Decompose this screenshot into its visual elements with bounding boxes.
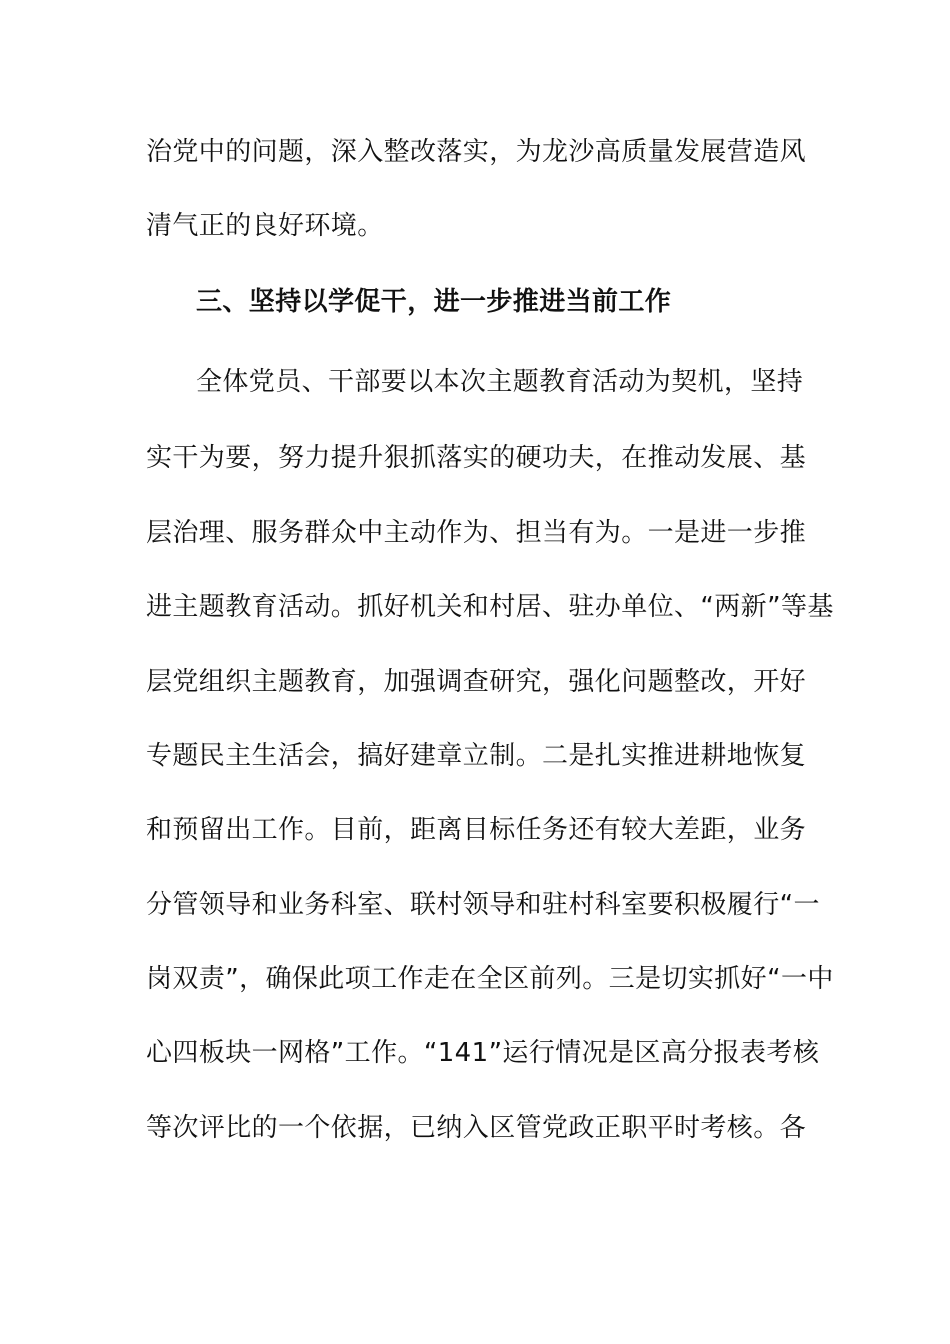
text-line: 专题民主生活会，搞好建章立制。二是扎实推进耕地恢复: [146, 741, 807, 771]
text-line: 清气正的良好环境。: [146, 211, 384, 241]
text-line: 分管领导和业务科室、联村领导和驻村科室要积极履行“一: [146, 890, 820, 920]
text-line: 层治理、服务群众中主动作为、担当有为。一是进一步推: [146, 518, 807, 548]
text-line: 岗双责”，确保此项工作走在全区前列。三是切实抓好“一中: [146, 964, 834, 994]
text-line: 等次评比的一个依据，已纳入区管党政正职平时考核。各: [146, 1113, 807, 1143]
text-line: 实干为要，努力提升狠抓落实的硬功夫，在推动发展、基: [146, 443, 807, 473]
text-line: 层党组织主题教育，加强调查研究，强化问题整改，开好: [146, 667, 807, 697]
text-line: 进主题教育活动。抓好机关和村居、驻办单位、“两新”等基: [146, 592, 834, 622]
text-line: 治党中的问题，深入整改落实，为龙沙高质量发展营造风: [146, 137, 807, 167]
text-line: 心四板块一网格”工作。“141”运行情况是区高分报表考核: [146, 1038, 820, 1068]
text-line: 和预留出工作。目前，距离目标任务还有较大差距，业务: [146, 815, 807, 845]
text-line: 全体党员、干部要以本次主题教育活动为契机，坚持: [196, 367, 804, 397]
section-heading: 三、坚持以学促干，进一步推进当前工作: [196, 287, 672, 317]
